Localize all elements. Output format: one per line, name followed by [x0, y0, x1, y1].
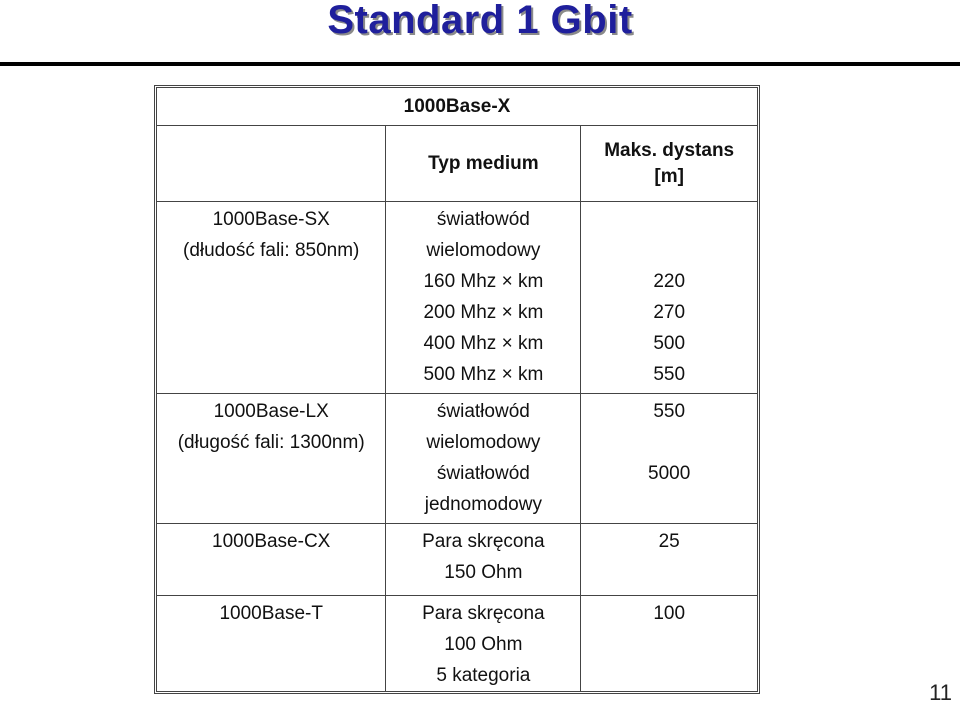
distance-line — [581, 489, 757, 520]
slide-page-number: 11 — [929, 680, 952, 705]
distance-line: 500 — [653, 333, 686, 354]
distance-line: 5000 — [648, 463, 691, 484]
distance-line: 100 — [653, 603, 686, 624]
medium-line: Para skręcona — [422, 531, 545, 552]
standard-cell — [157, 524, 386, 596]
medium-line: 500 Mhz × km — [423, 364, 544, 385]
medium-line: wielomodowy — [426, 240, 541, 261]
distance-cell — [581, 524, 758, 596]
standard-name: 1000Base-T — [219, 603, 323, 624]
standard-cell — [157, 394, 386, 524]
group-header: 1000Base-X — [157, 88, 758, 126]
distance-line: 270 — [653, 302, 686, 323]
medium-line: jednomodowy — [424, 494, 542, 515]
medium-cell — [386, 394, 581, 524]
medium-line: 200 Mhz × km — [423, 302, 544, 323]
table-row — [157, 596, 758, 692]
table-row — [157, 394, 758, 524]
medium-cell — [386, 202, 581, 394]
standards-table-container — [156, 87, 758, 691]
standards-table — [156, 87, 758, 692]
title-divider — [0, 62, 960, 66]
table-row — [157, 202, 758, 394]
header-medium-type: Typ medium — [386, 126, 581, 202]
standard-name: 1000Base-SX — [212, 209, 330, 230]
medium-line: 100 Ohm — [444, 634, 523, 655]
medium-line: światłowód — [436, 401, 530, 422]
standard-name: 1000Base-CX — [212, 531, 331, 552]
medium-line: 400 Mhz × km — [423, 333, 544, 354]
distance-cell — [581, 596, 758, 692]
medium-line: 5 kategoria — [436, 665, 531, 686]
medium-line: wielomodowy — [426, 432, 541, 453]
distance-line: 550 — [653, 401, 686, 422]
distance-line: 25 — [658, 531, 680, 552]
standard-name: 1000Base-LX — [213, 401, 329, 422]
standard-wavelength: (dłudość fali: 850nm) — [183, 240, 360, 261]
distance-line — [581, 204, 757, 235]
header-empty-cell — [157, 126, 386, 202]
distance-cell — [581, 202, 758, 394]
distance-cell — [581, 394, 758, 524]
standard-wavelength: (długość fali: 1300nm) — [177, 432, 365, 453]
medium-cell — [386, 524, 581, 596]
medium-line: Para skręcona — [422, 603, 545, 624]
medium-line: 150 Ohm — [444, 562, 523, 583]
medium-line: 160 Mhz × km — [423, 271, 544, 292]
medium-line: światłowód — [436, 209, 530, 230]
medium-cell — [386, 596, 581, 692]
standard-cell — [157, 596, 386, 692]
distance-line — [581, 427, 757, 458]
distance-line: 220 — [653, 271, 686, 292]
header-max-distance-text: Maks. dystans [m] — [604, 139, 735, 187]
medium-line: światłowód — [436, 463, 530, 484]
slide-title: Standard 1 Gbit — [327, 0, 633, 42]
distance-line: 550 — [653, 364, 686, 385]
table-row — [157, 524, 758, 596]
standard-cell — [157, 202, 386, 394]
header-max-distance — [581, 126, 758, 202]
distance-line — [581, 235, 757, 266]
